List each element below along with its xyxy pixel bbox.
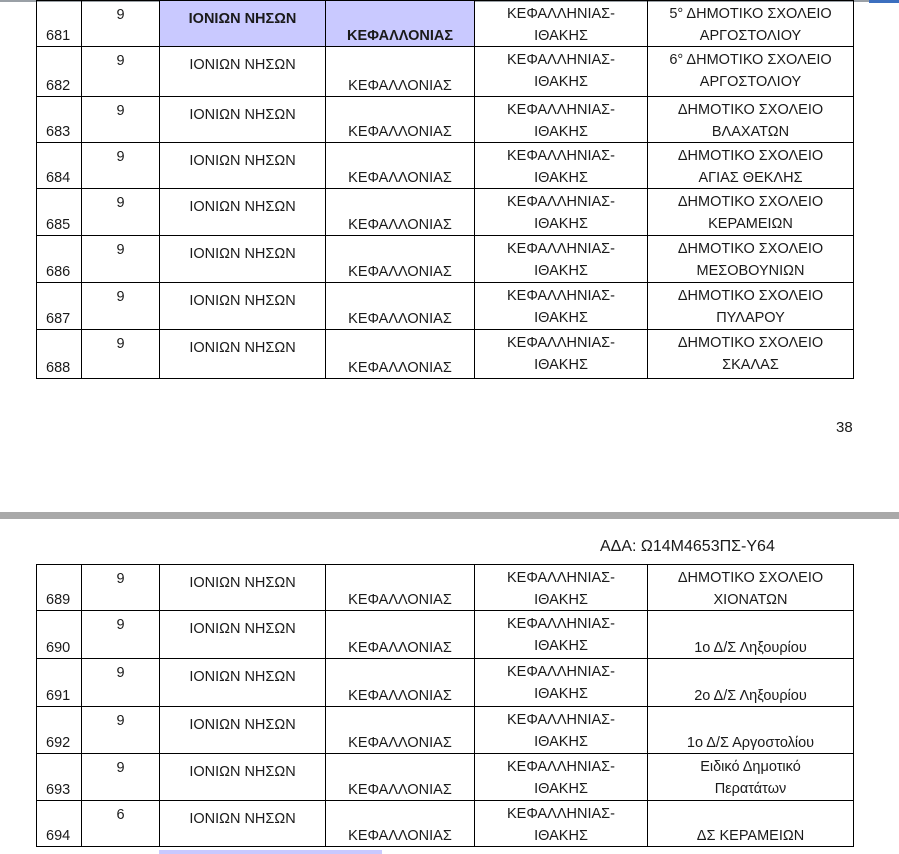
municipality-line: ΙΘΑΚΗΣ	[534, 124, 588, 140]
prefecture-cell-text: ΚΕΦΑΛΛΟΝΙΑΣ	[348, 264, 452, 280]
school-cell	[648, 565, 854, 611]
municipality-line: ΙΘΑΚΗΣ	[534, 216, 588, 232]
school-line: ΔΗΜΟΤΙΚΟ ΣΧΟΛΕΙΟ	[677, 102, 824, 118]
page-separator	[0, 512, 899, 519]
region-cell-text: ΙΟΝΙΩΝ ΝΗΣΩΝ	[189, 340, 296, 356]
region-cell	[160, 565, 326, 611]
row-index	[37, 754, 82, 801]
municipality-cell	[475, 236, 648, 283]
school-cell	[648, 1, 854, 47]
region-cell	[160, 611, 326, 659]
region-cell	[160, 801, 326, 847]
row-index	[37, 189, 82, 236]
school-text: 2ο Δ/Σ Ληξουρίου	[694, 688, 807, 704]
prefecture-cell	[326, 330, 475, 379]
municipality-line: ΙΘΑΚΗΣ	[534, 638, 588, 654]
municipality-cell	[475, 97, 648, 143]
row-number-text: 9	[116, 571, 125, 587]
school-text	[648, 756, 853, 800]
row-index-text: 694	[46, 828, 71, 844]
school-line: ΑΡΓΟΣΤΟΛΙΟΥ	[699, 28, 802, 44]
row-index	[37, 659, 82, 707]
prefecture-cell	[326, 97, 475, 143]
municipality-line: ΙΘΑΚΗΣ	[534, 263, 588, 279]
row-index	[37, 801, 82, 847]
municipality-cell	[475, 1, 648, 47]
school-text	[648, 332, 853, 376]
school-text: 1ο Δ/Σ Αργοστολίου	[686, 735, 815, 751]
table-row	[37, 565, 854, 611]
prefecture-cell-text: ΚΕΦΑΛΛΟΝΙΑΣ	[348, 311, 452, 327]
school-line: ΔΗΜΟΤΙΚΟ ΣΧΟΛΕΙΟ	[677, 570, 824, 586]
region-cell	[160, 47, 326, 97]
next-row-highlight	[159, 850, 382, 854]
row-number-text: 9	[116, 103, 125, 119]
municipality-cell	[475, 330, 648, 379]
corner-mark	[869, 0, 899, 3]
row-number-text: 9	[116, 760, 125, 776]
prefecture-cell-text: ΚΕΦΑΛΛΟΝΙΑΣ	[348, 360, 452, 376]
school-line: ΣΚΑΛΑΣ	[722, 357, 779, 373]
table-row	[37, 143, 854, 189]
row-number	[82, 754, 160, 801]
row-number-text: 9	[116, 617, 125, 633]
row-number-text: 9	[116, 195, 125, 211]
row-number	[82, 1, 160, 47]
school-line: 5° ΔΗΜΟΤΙΚΟ ΣΧΟΛΕΙΟ	[669, 6, 832, 22]
row-index	[37, 330, 82, 379]
row-index-text: 687	[46, 311, 71, 327]
municipality-cell	[475, 707, 648, 754]
row-index	[37, 47, 82, 97]
region-cell	[160, 189, 326, 236]
table-row	[37, 330, 854, 379]
prefecture-cell	[326, 801, 475, 847]
region-cell-text: ΙΟΝΙΩΝ ΝΗΣΩΝ	[189, 575, 296, 591]
row-number-text: 9	[116, 149, 125, 165]
municipality-text	[475, 756, 647, 800]
prefecture-cell-text: ΚΕΦΑΛΛΟΝΙΑΣ	[348, 170, 452, 186]
school-cell	[648, 47, 854, 97]
row-number-text: 9	[116, 336, 125, 352]
row-number	[82, 236, 160, 283]
row-index-text: 689	[46, 592, 71, 608]
row-number-text: 9	[116, 713, 125, 729]
region-cell	[160, 330, 326, 379]
school-line: 6° ΔΗΜΟΤΙΚΟ ΣΧΟΛΕΙΟ	[669, 52, 832, 68]
municipality-line: ΚΕΦΑΛΛΗΝΙΑΣ-	[507, 806, 615, 822]
prefecture-cell	[326, 236, 475, 283]
row-index-text: 688	[46, 360, 71, 376]
municipality-text	[475, 191, 647, 235]
row-number-text: 9	[116, 242, 125, 258]
municipality-text	[475, 709, 647, 753]
prefecture-cell-text: ΚΕΦΑΛΛΟΝΙΑΣ	[348, 592, 452, 608]
region-cell-text: ΙΟΝΙΩΝ ΝΗΣΩΝ	[189, 293, 296, 309]
prefecture-cell	[326, 1, 475, 47]
table-row	[37, 801, 854, 847]
region-cell	[160, 659, 326, 707]
municipality-text	[475, 803, 647, 847]
row-number	[82, 801, 160, 847]
region-cell-text: ΙΟΝΙΩΝ ΝΗΣΩΝ	[189, 669, 296, 685]
row-index	[37, 97, 82, 143]
municipality-cell	[475, 659, 648, 707]
municipality-cell	[475, 283, 648, 330]
region-cell	[160, 283, 326, 330]
school-line: Ειδικό Δημοτικό	[700, 759, 801, 775]
school-line: ΚΕΡΑΜΕΙΩΝ	[708, 216, 793, 232]
school-cell	[648, 330, 854, 379]
school-text: ΔΣ ΚΕΡΑΜΕΙΩΝ	[696, 828, 805, 844]
table-row	[37, 754, 854, 801]
prefecture-cell	[326, 283, 475, 330]
municipality-cell	[475, 189, 648, 236]
region-cell	[160, 236, 326, 283]
row-index-text: 684	[46, 170, 71, 186]
school-line: ΔΗΜΟΤΙΚΟ ΣΧΟΛΕΙΟ	[677, 288, 824, 304]
prefecture-cell-text: ΚΕΦΑΛΛΟΝΙΑΣ	[348, 735, 452, 751]
school-text: 1ο Δ/Σ Ληξουρίου	[694, 640, 807, 656]
municipality-text	[475, 3, 647, 47]
prefecture-cell-text: ΚΕΦΑΛΛΟΝΙΑΣ	[348, 828, 452, 844]
row-number	[82, 143, 160, 189]
municipality-text	[475, 332, 647, 376]
municipality-text	[475, 238, 647, 282]
region-cell	[160, 754, 326, 801]
prefecture-cell	[326, 47, 475, 97]
municipality-cell	[475, 754, 648, 801]
school-cell	[648, 611, 854, 659]
school-cell	[648, 236, 854, 283]
row-number	[82, 283, 160, 330]
school-text	[648, 3, 853, 47]
school-line: ΑΡΓΟΣΤΟΛΙΟΥ	[699, 74, 802, 90]
prefecture-cell	[326, 611, 475, 659]
school-line: ΔΗΜΟΤΙΚΟ ΣΧΟΛΕΙΟ	[677, 241, 824, 257]
school-text	[648, 238, 853, 282]
municipality-text	[475, 99, 647, 143]
municipality-line: ΙΘΑΚΗΣ	[534, 74, 588, 90]
row-number-text: 9	[116, 7, 125, 23]
prefecture-cell-text: ΚΕΦΑΛΛΟΝΙΑΣ	[348, 688, 452, 704]
municipality-line: ΚΕΦΑΛΛΗΝΙΑΣ-	[507, 241, 615, 257]
school-cell	[648, 97, 854, 143]
table-row	[37, 236, 854, 283]
row-index	[37, 611, 82, 659]
region-cell-text: ΙΟΝΙΩΝ ΝΗΣΩΝ	[189, 811, 296, 827]
region-cell-text: ΙΟΝΙΩΝ ΝΗΣΩΝ	[189, 107, 296, 123]
school-text	[648, 49, 853, 93]
school-text	[648, 99, 853, 143]
prefecture-cell	[326, 707, 475, 754]
municipality-line: ΚΕΦΑΛΛΗΝΙΑΣ-	[507, 6, 615, 22]
region-cell	[160, 97, 326, 143]
municipality-text	[475, 285, 647, 329]
table-row	[37, 283, 854, 330]
municipality-line: ΙΘΑΚΗΣ	[534, 28, 588, 44]
municipality-text	[475, 567, 647, 611]
region-cell	[160, 143, 326, 189]
municipality-cell	[475, 611, 648, 659]
row-number	[82, 47, 160, 97]
table-row	[37, 47, 854, 97]
row-index-text: 686	[46, 264, 71, 280]
school-cell	[648, 801, 854, 847]
prefecture-cell-text: ΚΕΦΑΛΛΟΝΙΑΣ	[348, 124, 452, 140]
municipality-line: ΙΘΑΚΗΣ	[534, 686, 588, 702]
school-cell	[648, 659, 854, 707]
municipality-cell	[475, 565, 648, 611]
row-number	[82, 189, 160, 236]
municipality-cell	[475, 143, 648, 189]
municipality-line: ΙΘΑΚΗΣ	[534, 781, 588, 797]
row-number-text: 9	[116, 665, 125, 681]
school-line: ΜΕΣΟΒΟΥΝΙΩΝ	[696, 263, 805, 279]
row-index-text: 685	[46, 217, 71, 233]
row-index	[37, 143, 82, 189]
school-line: ΔΗΜΟΤΙΚΟ ΣΧΟΛΕΙΟ	[677, 335, 824, 351]
region-cell-text: ΙΟΝΙΩΝ ΝΗΣΩΝ	[189, 57, 296, 73]
prefecture-cell-text: ΚΕΦΑΛΛΟΝΙΑΣ	[348, 78, 452, 94]
prefecture-cell	[326, 143, 475, 189]
row-number	[82, 565, 160, 611]
region-cell-text: ΙΟΝΙΩΝ ΝΗΣΩΝ	[189, 717, 296, 733]
region-cell-text: ΙΟΝΙΩΝ ΝΗΣΩΝ	[189, 246, 296, 262]
row-number	[82, 659, 160, 707]
school-line: ΔΗΜΟΤΙΚΟ ΣΧΟΛΕΙΟ	[677, 148, 824, 164]
school-cell	[648, 143, 854, 189]
row-index-text: 692	[46, 735, 71, 751]
table-row	[37, 97, 854, 143]
school-line: ΒΛΑΧΑΤΩΝ	[711, 124, 790, 140]
school-cell	[648, 283, 854, 330]
row-index-text: 690	[46, 640, 71, 656]
prefecture-cell-text: ΚΕΦΑΛΛΟΝΙΑΣ	[346, 28, 454, 44]
school-cell	[648, 754, 854, 801]
school-text	[648, 191, 853, 235]
region-cell-text: ΙΟΝΙΩΝ ΝΗΣΩΝ	[189, 153, 296, 169]
municipality-line: ΚΕΦΑΛΛΗΝΙΑΣ-	[507, 194, 615, 210]
prefecture-cell-text: ΚΕΦΑΛΛΟΝΙΑΣ	[348, 217, 452, 233]
municipality-line: ΚΕΦΑΛΛΗΝΙΑΣ-	[507, 288, 615, 304]
school-text	[648, 145, 853, 189]
school-line: ΠΥΛΑΡΟΥ	[716, 310, 785, 326]
page-number: 38	[836, 419, 853, 436]
table-row	[37, 189, 854, 236]
school-cell	[648, 189, 854, 236]
row-number-text: 6	[116, 807, 125, 823]
region-cell-text: ΙΟΝΙΩΝ ΝΗΣΩΝ	[189, 764, 296, 780]
municipality-line: ΚΕΦΑΛΛΗΝΙΑΣ-	[507, 664, 615, 680]
prefecture-cell	[326, 189, 475, 236]
municipality-line: ΙΘΑΚΗΣ	[534, 170, 588, 186]
school-line: ΑΓΙΑΣ ΘΕΚΛΗΣ	[698, 170, 803, 186]
row-number	[82, 611, 160, 659]
row-index	[37, 283, 82, 330]
municipality-line: ΚΕΦΑΛΛΗΝΙΑΣ-	[507, 570, 615, 586]
municipality-cell	[475, 47, 648, 97]
municipality-line: ΙΘΑΚΗΣ	[534, 592, 588, 608]
row-index-text: 691	[46, 688, 71, 704]
table-row	[37, 707, 854, 754]
row-index	[37, 565, 82, 611]
ada-label: ΑΔΑ: Ω14Μ4653ΠΣ-Υ64	[600, 538, 775, 555]
region-cell-text: ΙΟΝΙΩΝ ΝΗΣΩΝ	[188, 11, 297, 27]
row-index	[37, 1, 82, 47]
row-index	[37, 236, 82, 283]
prefecture-cell	[326, 659, 475, 707]
municipality-text	[475, 49, 647, 93]
row-number-text: 9	[116, 53, 125, 69]
school-line: Περατάτων	[714, 781, 787, 797]
prefecture-cell	[326, 754, 475, 801]
municipality-line: ΚΕΦΑΛΛΗΝΙΑΣ-	[507, 335, 615, 351]
row-number	[82, 97, 160, 143]
municipality-line: ΚΕΦΑΛΛΗΝΙΑΣ-	[507, 102, 615, 118]
school-line: ΧΙΟΝΑΤΩΝ	[713, 592, 788, 608]
table-row	[37, 611, 854, 659]
school-cell	[648, 707, 854, 754]
region-cell	[160, 1, 326, 47]
row-index-text: 681	[46, 28, 71, 44]
municipality-line: ΚΕΦΑΛΛΗΝΙΑΣ-	[507, 759, 615, 775]
municipality-text	[475, 145, 647, 189]
region-cell-text: ΙΟΝΙΩΝ ΝΗΣΩΝ	[189, 199, 296, 215]
prefecture-cell-text: ΚΕΦΑΛΛΟΝΙΑΣ	[348, 782, 452, 798]
prefecture-cell-text: ΚΕΦΑΛΛΟΝΙΑΣ	[348, 640, 452, 656]
region-cell	[160, 707, 326, 754]
municipality-line: ΙΘΑΚΗΣ	[534, 828, 588, 844]
region-cell-text: ΙΟΝΙΩΝ ΝΗΣΩΝ	[189, 621, 296, 637]
row-index-text: 682	[46, 78, 71, 94]
table-row	[37, 1, 854, 47]
municipality-line: ΚΕΦΑΛΛΗΝΙΑΣ-	[507, 148, 615, 164]
municipality-line: ΙΘΑΚΗΣ	[534, 310, 588, 326]
prefecture-cell	[326, 565, 475, 611]
table-row	[37, 659, 854, 707]
row-index	[37, 707, 82, 754]
row-index-text: 683	[46, 124, 71, 140]
school-text	[648, 285, 853, 329]
municipality-line: ΚΕΦΑΛΛΗΝΙΑΣ-	[507, 52, 615, 68]
municipality-text	[475, 661, 647, 705]
row-number	[82, 330, 160, 379]
row-number-text: 9	[116, 289, 125, 305]
school-text	[648, 567, 853, 611]
municipality-cell	[475, 801, 648, 847]
school-line: ΔΗΜΟΤΙΚΟ ΣΧΟΛΕΙΟ	[677, 194, 824, 210]
schools-table-top	[36, 0, 854, 379]
municipality-line: ΚΕΦΑΛΛΗΝΙΑΣ-	[507, 712, 615, 728]
municipality-text	[475, 613, 647, 657]
municipality-line: ΙΘΑΚΗΣ	[534, 357, 588, 373]
document-page-bottom	[0, 519, 899, 854]
municipality-line: ΙΘΑΚΗΣ	[534, 734, 588, 750]
schools-table-bottom	[36, 564, 854, 847]
row-number	[82, 707, 160, 754]
row-index-text: 693	[46, 782, 71, 798]
municipality-line: ΚΕΦΑΛΛΗΝΙΑΣ-	[507, 616, 615, 632]
